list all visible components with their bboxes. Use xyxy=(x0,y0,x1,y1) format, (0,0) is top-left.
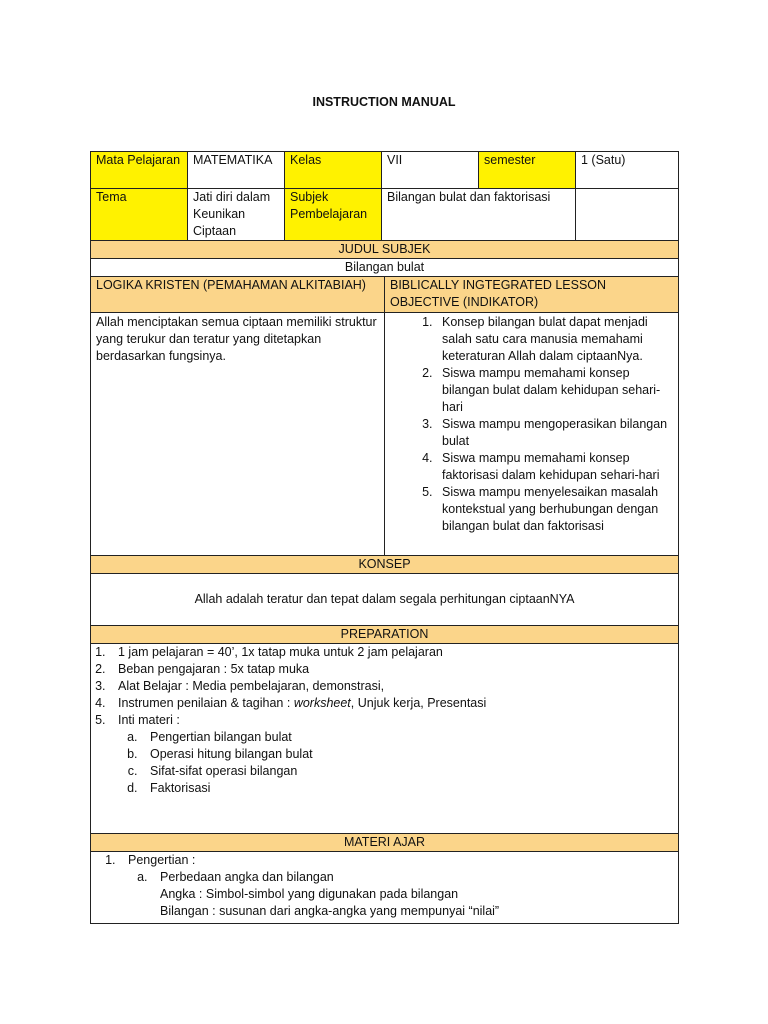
logika-heading: LOGIKA KRISTEN (PEMAHAMAN ALKITABIAH) xyxy=(91,277,385,313)
instrumen-suffix: , Unjuk kerja, Presentasi xyxy=(350,696,487,710)
materi-item xyxy=(119,852,673,920)
preparation-item: 2. Beban pengajaran : 5x tatap muka xyxy=(109,661,673,678)
preparation-heading: PREPARATION xyxy=(91,626,679,644)
pengertian-label: Pengertian : xyxy=(128,853,196,867)
kelas-value: VII xyxy=(382,152,479,189)
preparation-cell xyxy=(91,644,679,834)
preparation-list xyxy=(91,644,673,797)
document-title: INSTRUCTION MANUAL xyxy=(312,95,456,109)
inti-materi-label: Inti materi : xyxy=(118,713,180,727)
instrumen-worksheet: worksheet xyxy=(293,696,351,710)
preparation-item xyxy=(109,695,673,712)
tema-value: Jati diri dalam Keunikan Ciptaan xyxy=(188,189,285,241)
materi-list xyxy=(91,852,673,920)
mapel-label: Mata Pelajaran xyxy=(91,152,188,189)
inti-materi-item: d. Faktorisasi xyxy=(141,780,673,797)
objective-item: 4. Siswa mampu memahami konsep faktorisasi dalam kehidupan sehari-hari xyxy=(436,450,673,484)
preparation-item: 1. 1 jam pelajaran = 40’, 1x tatap muka untuk 2 jam pelajaran xyxy=(109,644,673,661)
empty-cell xyxy=(576,189,679,241)
bilangan-definition: Bilangan : susunan dari angka-angka yang mempunyai “nilai” xyxy=(160,904,500,918)
inti-materi-item: c. Sifat-sifat operasi bilangan xyxy=(141,763,673,780)
instrumen-prefix: Instrumen penilaian & tagihan : xyxy=(118,696,294,710)
materi-heading: MATERI AJAR xyxy=(91,834,679,852)
objective-heading: BIBLICALLY INGTEGRATED LESSON OBJECTIVE (INDIKATOR) xyxy=(385,277,679,313)
subjek-label: Subjek Pembelajaran xyxy=(285,189,382,241)
inti-materi-item: b. Operasi hitung bilangan bulat xyxy=(141,746,673,763)
objective-item: 2. Siswa mampu memahami konsep bilangan bulat dalam kehidupan sehari-hari xyxy=(436,365,673,416)
objective-item: 3. Siswa mampu mengoperasikan bilangan bulat xyxy=(436,416,673,450)
kelas-label: Kelas xyxy=(285,152,382,189)
subjek-value: Bilangan bulat dan faktorisasi xyxy=(382,189,576,241)
objective-item: 1. Konsep bilangan bulat dapat menjadi salah satu cara manusia memahami keteraturan Allah dalam ciptaanNya. xyxy=(436,314,673,365)
angka-definition: Angka : Simbol-simbol yang digunakan pada bilangan xyxy=(160,887,459,901)
preparation-item xyxy=(109,712,673,797)
lesson-plan xyxy=(90,151,678,924)
objective-item: 5. Siswa mampu menyelesaikan masalah kontekstual yang berhubungan dengan bilangan bulat dan faktorisasi xyxy=(436,484,673,535)
tema-label: Tema xyxy=(91,189,188,241)
semester-value: 1 (Satu) xyxy=(576,152,679,189)
logika-text: Allah menciptakan semua ciptaan memiliki struktur yang terukur dan teratur yang ditetapkan berdasarkan fungsinya. xyxy=(91,313,385,556)
semester-label: semester xyxy=(479,152,576,189)
preparation-item: 3. Alat Belajar : Media pembelajaran, demonstrasi, xyxy=(109,678,673,695)
pengertian-sub-list xyxy=(128,869,673,920)
inti-materi-list xyxy=(118,729,673,797)
objective-list xyxy=(390,314,673,535)
body-table xyxy=(90,240,679,924)
objective-cell xyxy=(385,313,679,556)
konsep-text: Allah adalah teratur dan tepat dalam segala perhitungan ciptaanNYA xyxy=(91,574,679,626)
pengertian-sub-item xyxy=(151,869,673,920)
perbedaan-label: a. Perbedaan angka dan bilangan xyxy=(160,870,334,884)
judul-heading: JUDUL SUBJEK xyxy=(91,241,679,259)
konsep-heading: KONSEP xyxy=(91,556,679,574)
materi-cell xyxy=(91,852,679,924)
mapel-value: MATEMATIKA xyxy=(188,152,285,189)
inti-materi-item: a. Pengertian bilangan bulat xyxy=(141,729,673,746)
header-table xyxy=(90,151,679,241)
judul-value: Bilangan bulat xyxy=(91,259,679,277)
